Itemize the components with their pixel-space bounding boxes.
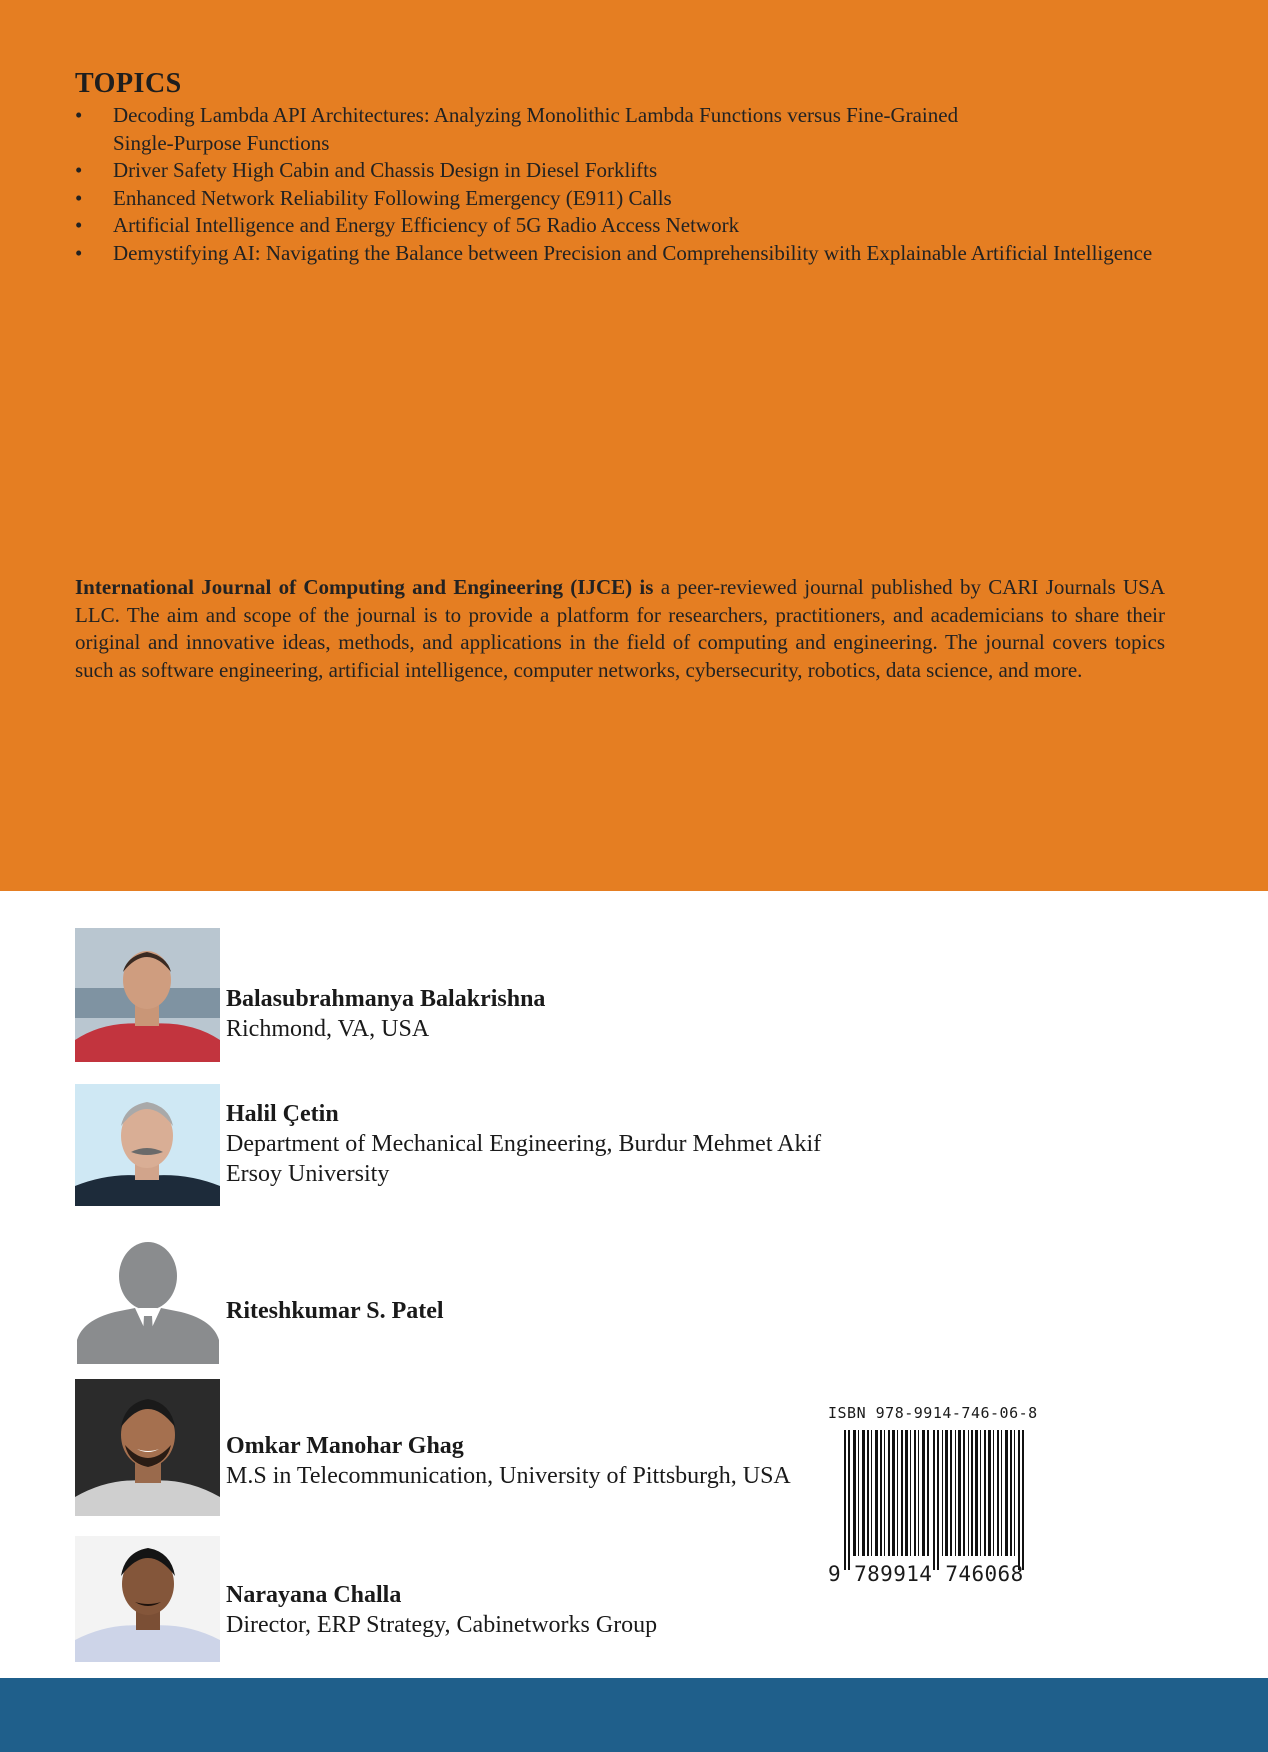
isbn-digits: 9 789914 746068	[828, 1562, 1024, 1586]
barcode-icon	[844, 1430, 1044, 1570]
author-entry	[75, 1084, 875, 1212]
topic-text: Driver Safety High Cabin and Chassis Design in Diesel Forklifts	[113, 158, 658, 182]
topic-item	[75, 240, 1165, 268]
journal-name: International Journal of Computing and Engineering (IJCE) is	[75, 575, 654, 599]
author-name: Balasubrahmanya Balakrishna	[226, 986, 546, 1012]
author-affiliation: Department of Mechanical Engineering, Burdur Mehmet Akif Ersoy University	[226, 1131, 822, 1187]
topic-text: Demystifying AI: Navigating the Balance between Precision and Comprehensibility with Explainable Artificial Intelligence	[113, 240, 1153, 265]
bullet-icon: •	[75, 158, 83, 182]
author-affiliation: Director, ERP Strategy, Cabinetworks Group	[226, 1612, 658, 1638]
bullet-icon: •	[75, 240, 83, 265]
isbn-label: ISBN 978-9914-746-06-8	[828, 1404, 1038, 1422]
author-entry	[75, 1240, 875, 1364]
isbn-barcode	[828, 1404, 1048, 1584]
author-name: Riteshkumar S. Patel	[226, 1298, 444, 1324]
bullet-icon: •	[75, 213, 83, 237]
topic-item	[75, 157, 1165, 185]
topic-item	[75, 212, 1165, 240]
author-text	[226, 1296, 444, 1326]
topics-list	[75, 102, 1165, 267]
topics-heading: TOPICS	[75, 68, 182, 99]
author-affiliation: M.S in Telecommunication, University of Pittsburgh, USA	[226, 1463, 791, 1489]
author-photo	[75, 1379, 220, 1516]
author-affiliation: Richmond, VA, USA	[226, 1016, 430, 1042]
journal-description-text: a peer-reviewed journal published by CARI Journals USA LLC. The aim and scope of the journal is to provide a platform for researchers, practitioners, and academicians to share their original and innovative ideas, methods, and applications in the field of computing and engineering. The journal covers topics such as software engineering, artificial intelligence, computer networks, cybersecurity, robotics, data science, and more.	[75, 575, 1165, 682]
author-name: Halil Çetin	[226, 1101, 339, 1127]
author-photo	[75, 1084, 220, 1206]
author-photo	[75, 1240, 220, 1364]
topic-text-line: Decoding Lambda API Architectures: Analyzing Monolithic Lambda Functions versus Fine-Grained	[113, 103, 959, 127]
journal-description	[75, 574, 1165, 684]
topic-text: Enhanced Network Reliability Following Emergency (E911) Calls	[113, 185, 672, 210]
topic-text-line: Single-Purpose Functions	[113, 130, 330, 155]
bullet-icon: •	[75, 103, 83, 127]
author-photo	[75, 928, 220, 1062]
author-entry	[75, 1379, 875, 1517]
topic-text: Artificial Intelligence and Energy Efficiency of 5G Radio Access Network	[113, 213, 740, 237]
author-name: Narayana Challa	[226, 1582, 402, 1608]
topic-item	[75, 102, 1165, 157]
bullet-icon: •	[75, 185, 83, 210]
topic-item	[75, 185, 1165, 213]
author-entry	[75, 928, 875, 1064]
author-text	[226, 984, 545, 1044]
bottom-blue-band	[0, 1678, 1268, 1752]
author-text	[226, 1580, 657, 1640]
author-photo	[75, 1536, 220, 1662]
author-text	[226, 1431, 791, 1491]
author-entry	[75, 1536, 875, 1662]
author-text	[226, 1099, 875, 1189]
author-name: Omkar Manohar Ghag	[226, 1433, 464, 1459]
